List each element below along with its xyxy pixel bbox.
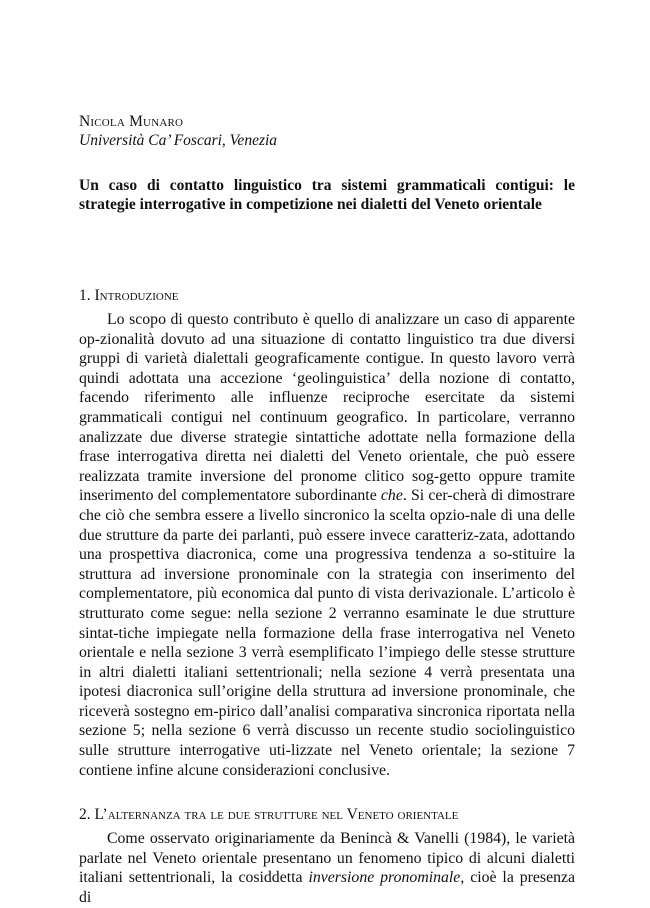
- paragraph-text: Lo scopo di questo contributo è quello di analizzare un caso di apparente op-zionalità dovuto ad una situazione di contatto linguistico tra due diversi gruppi di varietà dialettali geograficamente contigue. In questo lavoro verrà quindi adottata una accezione ‘geolinguistica’ della nozione di contatto, facendo riferimento alle influenze reciproche esercitate da sistemi grammaticali contigui nel continuum geografico. In particolare, verranno analizzate due diverse strategie sintattiche adottate nella formazione della frase interrogativa diretta nei dialetti del Veneto orientale, che può essere realizzata tramite inversione del pronome clitico sog-getto oppure tramite inserimento del complementatore subordinante: [79, 311, 575, 505]
- page-content: [79, 112, 575, 908]
- article-title: Un caso di contatto linguistico tra sistemi grammaticali contigui: le strategie interrogative in competizione nei dialetti del Veneto orientale: [79, 177, 575, 213]
- author-affiliation: Università Ca’ Foscari, Venezia: [79, 132, 278, 149]
- section-heading-introduction: 1. Introduzione: [79, 287, 179, 304]
- section-2-paragraph: [79, 829, 575, 907]
- paragraph-text-continued: . Si cer-cherà di dimostrare che ciò che sembra essere a livello sincronico la scelta opzio-nale di una delle due strutture da parte dei parlanti, può essere invece caratteriz-zata, adottando una prospettiva diacronica, come una progressiva tendenza a so-stituire la struttura ad inversione pronominale con la strategia con inserimento del complementatore, più economica dal punto di vista derivazionale. L’articolo è strutturato come segue: nella sezione 2 verranno esaminate le due strutture sintat-tiche impiegate nella formazione della frase interrogativa nel Veneto orientale e nella sezione 3 verrà esemplificato l’impiego delle stesse strutture in altri dialetti italiani settentrionali; nella sezione 4 verrà presentata una ipotesi diacronica sull’origine della struttura ad inversione pronominale, che riceverà sostegno em-pirico dall’analisi comparativa sincronica riportata nella sezione 5; nella sezione 6 verrà discusso un recente studio sociolinguistico sulle strutture interrogative uti-lizzate nel Veneto orientale; la sezione 7 contiene infine alcune considerazioni conclusive.: [79, 487, 575, 779]
- italic-term: inversione pronominale: [308, 869, 461, 887]
- author-name: Nicola Munaro: [79, 113, 184, 130]
- section-1-paragraph: [79, 310, 575, 780]
- italic-term: che: [380, 487, 403, 505]
- paragraph-text-continued: , cioè la presenza di: [79, 869, 576, 907]
- paragraph-text: Come osservato originariamente da Benincà & Vanelli (1984), le varietà parlate nel Veneto orientale presentano un fenomeno tipico di alcuni dialetti italiani settentrionali, la cosiddetta: [79, 830, 575, 887]
- section-heading-alternanza: 2. L’alternanza tra le due strutture nel Veneto orientale: [79, 806, 459, 824]
